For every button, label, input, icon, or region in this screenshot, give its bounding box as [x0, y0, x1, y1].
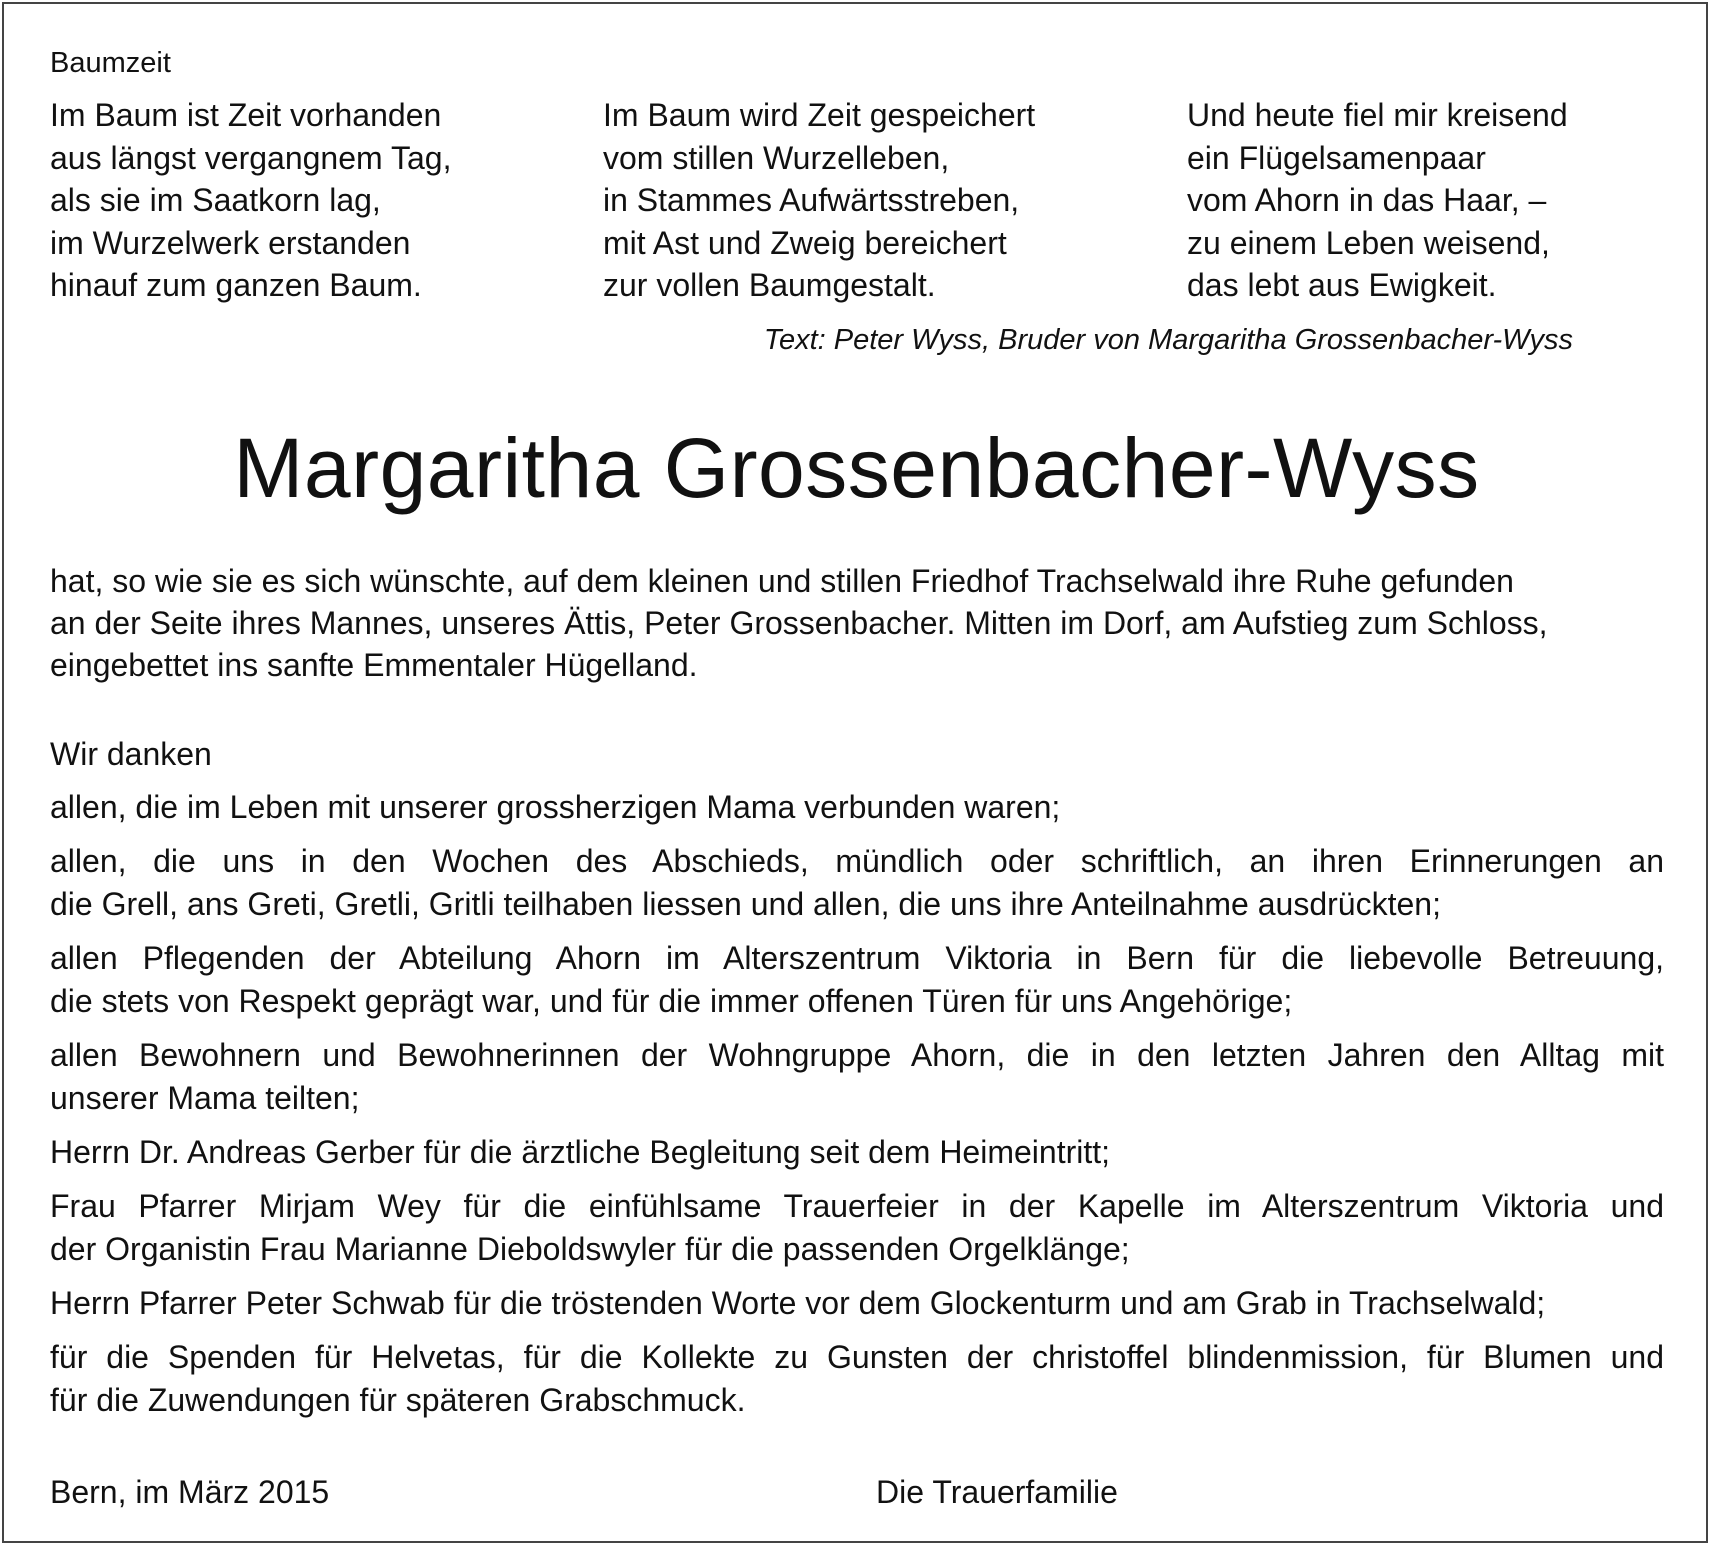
- poem-line: in Stammes Aufwärtsstreben,: [603, 182, 1020, 218]
- thanks-item: [50, 1185, 1664, 1271]
- signature: Die Trauerfamilie: [876, 1474, 1118, 1510]
- poem-credit: Text: Peter Wyss, Bruder von Margaritha Grossenbacher-Wyss: [763, 324, 1573, 356]
- poem-title: Baumzeit: [50, 47, 171, 79]
- thanks-line: allen, die uns in den Wochen des Abschieds, mündlich oder schriftlich, an ihren Erinnerungen an: [50, 843, 1664, 879]
- thanks-line: die stets von Respekt geprägt war, und für die immer offenen Türen für uns Angehörige;: [50, 983, 1293, 1019]
- thanks-line: die Grell, ans Greti, Gretli, Gritli teilhaben liessen und allen, die uns ihre Anteilnahme ausdrückten;: [50, 886, 1441, 922]
- intro-paragraph: [50, 560, 1664, 686]
- thanks-line: allen Pflegenden der Abteilung Ahorn im Alterszentrum Viktoria in Bern für die liebevolle Betreuung,: [50, 940, 1664, 976]
- intro-line: an der Seite ihres Mannes, unseres Ättis, Peter Grossenbacher. Mitten im Dorf, am Aufstieg zum Schloss,: [50, 605, 1548, 641]
- poem-line: Im Baum wird Zeit gespeichert: [603, 97, 1036, 133]
- thanks-line: Herrn Dr. Andreas Gerber für die ärztliche Begleitung seit dem Heimeintritt;: [50, 1134, 1111, 1170]
- deceased-name: Margaritha Grossenbacher-Wyss: [233, 421, 1480, 515]
- place-date: Bern, im März 2015: [50, 1474, 330, 1510]
- thanks-line: für die Zuwendungen für späteren Grabschmuck.: [50, 1382, 746, 1418]
- thanks-line: für die Spenden für Helvetas, für die Kollekte zu Gunsten der christoffel blindenmission, für Blumen und: [50, 1339, 1664, 1375]
- thanks-item: [50, 786, 1664, 829]
- thanks-item: [50, 937, 1664, 1023]
- poem-line: zu einem Leben weisend,: [1187, 224, 1550, 261]
- poem-line: Im Baum ist Zeit vorhanden: [50, 97, 442, 133]
- thanks-list: [50, 786, 1664, 1433]
- poem-line: mit Ast und Zweig bereichert: [603, 224, 1007, 261]
- poem-line: hinauf zum ganzen Baum.: [50, 267, 422, 303]
- poem-line: das lebt aus Ewigkeit.: [1187, 267, 1497, 303]
- poem-line: vom stillen Wurzelleben,: [603, 139, 950, 176]
- thanks-line: unserer Mama teilten;: [50, 1080, 360, 1116]
- thanks-item: [50, 840, 1664, 926]
- poem-stanza-1: [50, 94, 451, 307]
- poem-stanza-2: [603, 94, 1035, 307]
- intro-line: eingebettet ins sanfte Emmentaler Hügelland.: [50, 647, 698, 683]
- thanks-line: Frau Pfarrer Mirjam Wey für die einfühlsame Trauerfeier in der Kapelle im Alterszentrum Viktoria und: [50, 1188, 1664, 1224]
- poem-line: zur vollen Baumgestalt.: [603, 267, 936, 303]
- poem-line: Und heute fiel mir kreisend: [1187, 97, 1568, 133]
- thanks-line: der Organistin Frau Marianne Dieboldswyler für die passenden Orgelklänge;: [50, 1231, 1130, 1267]
- poem-line: als sie im Saatkorn lag,: [50, 182, 381, 218]
- poem-stanza-3: [1187, 94, 1568, 307]
- thanks-item: [50, 1336, 1664, 1422]
- poem-line: ein Flügelsamenpaar: [1187, 139, 1486, 176]
- thanks-item: [50, 1282, 1664, 1325]
- thanks-line: allen, die im Leben mit unserer grossherzigen Mama verbunden waren;: [50, 789, 1061, 825]
- poem-line: aus längst vergangnem Tag,: [50, 139, 452, 176]
- intro-line: hat, so wie sie es sich wünschte, auf dem kleinen und stillen Friedhof Trachselwald ihre Ruhe gefunden: [50, 563, 1514, 599]
- thanks-line: allen Bewohnern und Bewohnerinnen der Wohngruppe Ahorn, die in den letzten Jahren den Alltag mit: [50, 1037, 1664, 1073]
- thanks-line: Herrn Pfarrer Peter Schwab für die tröstenden Worte vor dem Glockenturm und am Grab in Trachselwald;: [50, 1285, 1546, 1321]
- thanks-item: [50, 1034, 1664, 1120]
- poem-line: vom Ahorn in das Haar, –: [1187, 182, 1547, 218]
- thanks-heading: Wir danken: [50, 736, 212, 772]
- thanks-item: [50, 1131, 1664, 1174]
- poem-line: im Wurzelwerk erstanden: [50, 224, 411, 261]
